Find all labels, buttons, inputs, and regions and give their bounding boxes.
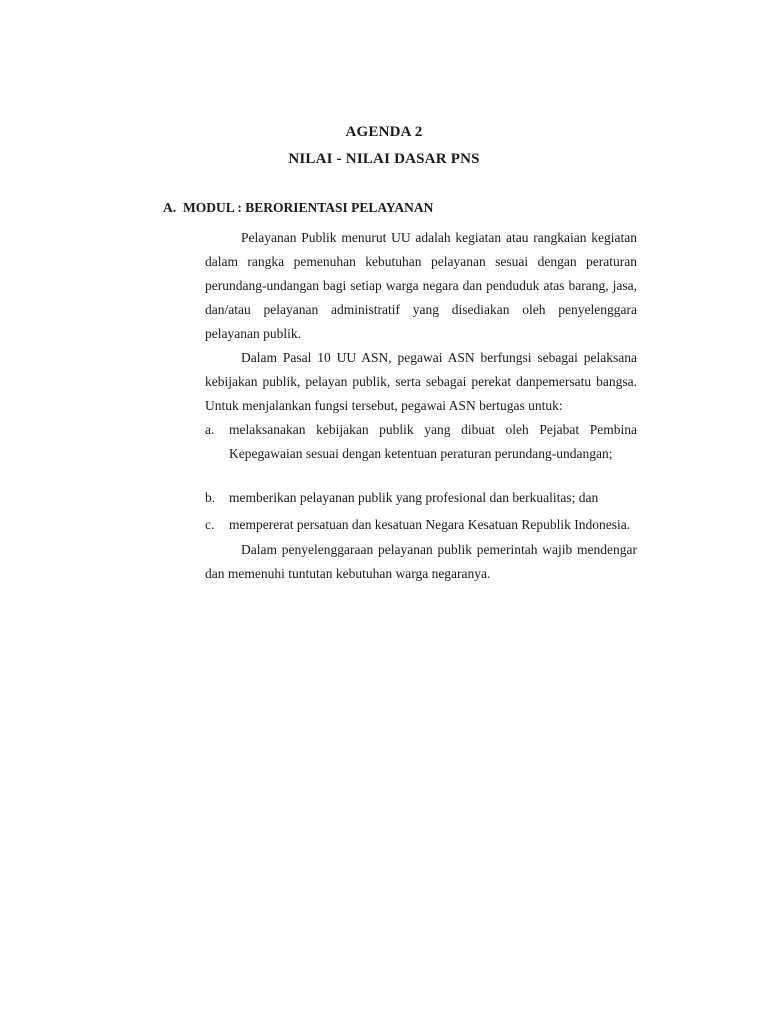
list-marker: a.	[205, 422, 215, 437]
section-letter: A.	[163, 200, 177, 215]
paragraph-pelayanan-publik: Pelayanan Publik menurut UU adalah kegiatan atau rangkaian kegiatan dalam rangka pemenuhan kebutuhan pelayanan sesuai dengan peraturan perundang-undangan bagi setiap warga negara dan penduduk atas barang, jasa, dan/atau pelayanan administratif yang disediakan oleh penyelenggara pelayanan publik.	[205, 230, 637, 341]
paragraph-pasal-10: Dalam Pasal 10 UU ASN, pegawai ASN berfungsi sebagai pelaksana kebijakan publik, pelayan publik, serta sebagai perekat danpemersatu bangsa. Untuk menjalankan fungsi tersebut, pegawai ASN bertugas untuk:	[205, 350, 637, 413]
list-item-text: memberikan pelayanan publik yang profesional dan berkualitas; dan	[229, 490, 599, 505]
list-item-text: melaksanakan kebijakan publik yang dibuat oleh Pejabat Pembina Kepegawaian sesuai dengan ketentuan peraturan perundang-undangan;	[229, 422, 637, 461]
list-item-text: mempererat persatuan dan kesatuan Negara Kesatuan Republik Indonesia.	[229, 517, 631, 532]
section-heading	[163, 200, 433, 216]
document-subtitle: NILAI - NILAI DASAR PNS	[288, 151, 480, 167]
document-title: AGENDA 2	[345, 124, 423, 140]
section-heading-text: MODUL : BERORIENTASI PELAYANAN	[183, 200, 434, 215]
list-marker: b.	[205, 490, 216, 505]
list-marker: c.	[205, 517, 215, 532]
paragraph-penyelenggaraan: Dalam penyelenggaraan pelayanan publik pemerintah wajib mendengar dan memenuhi tuntutan kebutuhan warga negaranya.	[205, 542, 637, 581]
